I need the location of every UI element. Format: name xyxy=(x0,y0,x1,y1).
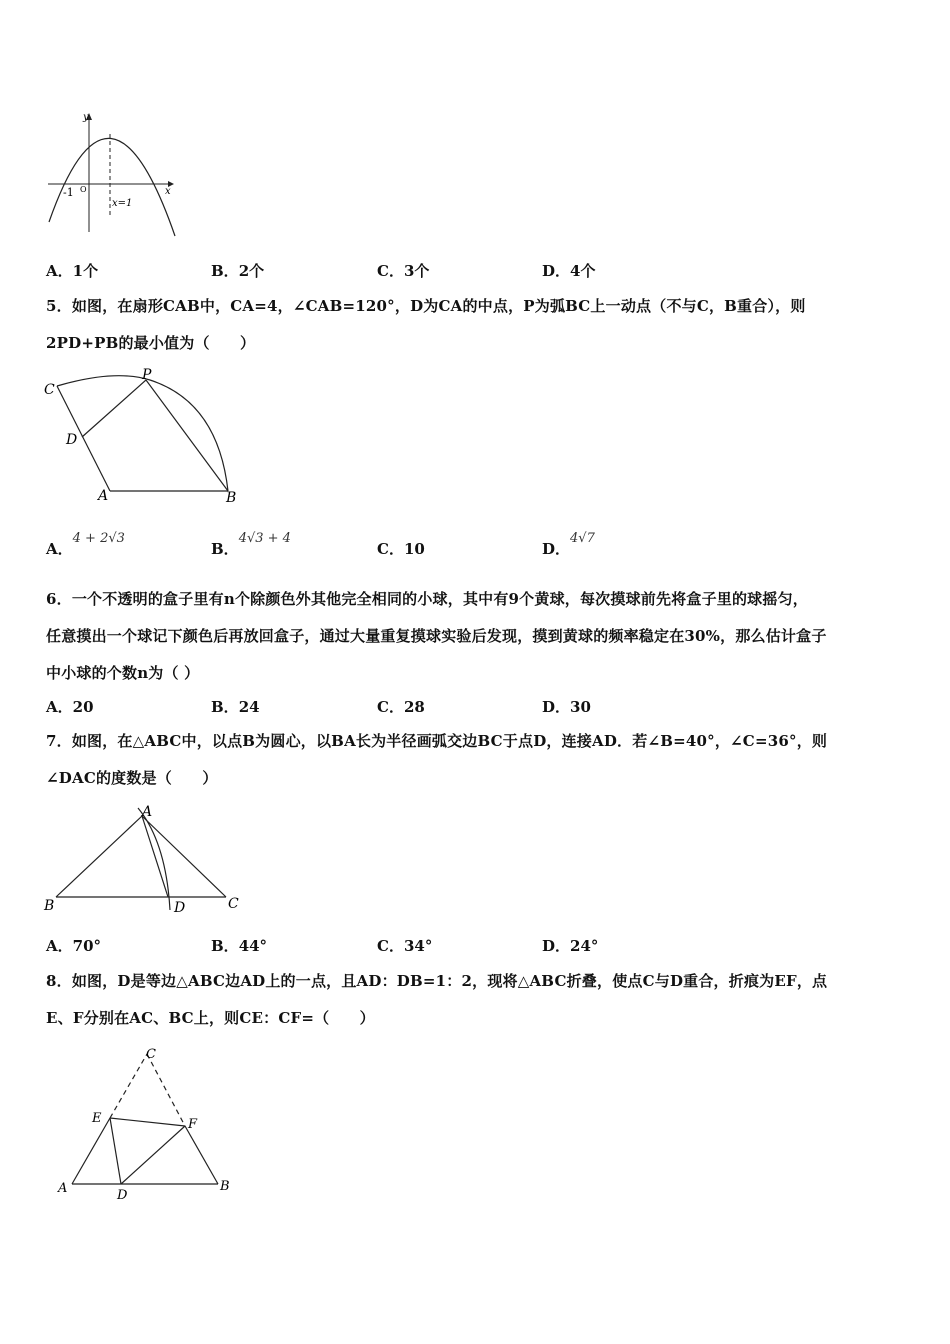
option-letter: C． xyxy=(377,698,404,716)
option-letter: D． xyxy=(542,262,571,280)
option-text: 10 xyxy=(403,540,425,558)
segment-DF xyxy=(121,1126,185,1184)
option-letter: C． xyxy=(377,937,404,955)
option-text: 2个 xyxy=(238,262,265,280)
q7-stem-line1: 7．如图，在△ABC中，以点B为圆心，以BA长为半径画弧交边BC于点D，连接AD．若∠B=40°，∠C=36°，则 xyxy=(46,732,828,750)
q6-stem-line1: 6．一个不透明的盒子里有n个除颜色外其他完全相同的小球，其中有9个黄球，每次摸球前先将盒子里的球摇匀， xyxy=(46,590,808,608)
label-D: D xyxy=(174,900,186,916)
q6-option-a[interactable] xyxy=(46,696,94,717)
q7-option-b[interactable] xyxy=(211,935,267,956)
option-text: 20 xyxy=(72,698,94,716)
option-text: 3个 xyxy=(403,262,430,280)
q8-fold-figure xyxy=(50,1040,240,1206)
dashed-EC xyxy=(110,1054,147,1118)
x-axis-label: x xyxy=(165,186,171,197)
label-F: F xyxy=(188,1117,198,1132)
option-letter: B． xyxy=(211,937,239,955)
option-letter: C． xyxy=(377,262,404,280)
arc-AD xyxy=(138,808,170,910)
label-B: B xyxy=(220,1179,230,1194)
option-letter: B． xyxy=(211,262,239,280)
segment-BA xyxy=(56,816,142,897)
label-P: P xyxy=(142,367,152,383)
option-formula: 4√7 xyxy=(570,531,595,546)
option-letter: A． xyxy=(46,937,73,955)
option-formula: 4√3 + 4 xyxy=(238,531,291,546)
option-letter: B． xyxy=(211,698,239,716)
option-letter: D． xyxy=(542,937,571,955)
label-A: A xyxy=(142,804,153,820)
option-letter: A． xyxy=(46,698,73,716)
option-text: 1个 xyxy=(72,262,99,280)
option-text: 44° xyxy=(238,937,268,955)
q4-option-d[interactable] xyxy=(542,260,595,281)
segment-EF xyxy=(110,1118,185,1126)
segment-CA xyxy=(57,386,110,491)
option-letter: A． xyxy=(46,540,73,558)
axis-line-label: x=1 xyxy=(112,198,133,209)
dashed-CF xyxy=(147,1054,185,1126)
y-axis-label: y xyxy=(83,112,89,123)
option-letter: A． xyxy=(46,262,73,280)
q6-option-d[interactable] xyxy=(542,696,591,717)
label-D: D xyxy=(117,1188,128,1203)
q6-option-b[interactable] xyxy=(211,696,260,717)
q5-stem-line2: 2PD+PB的最小值为（ ） xyxy=(46,334,256,352)
option-text: 28 xyxy=(403,698,425,716)
q5-option-b[interactable] xyxy=(211,531,291,559)
option-text: 4个 xyxy=(570,262,596,280)
option-text: 24° xyxy=(570,937,599,955)
label-E: E xyxy=(92,1111,102,1126)
q4-option-b[interactable] xyxy=(211,260,264,281)
q7-stem-line2: ∠DAC的度数是（ ） xyxy=(46,769,218,787)
q5-option-c[interactable] xyxy=(377,538,425,559)
label-A: A xyxy=(98,488,109,504)
q5-option-d[interactable] xyxy=(542,531,595,559)
q4-option-a[interactable] xyxy=(46,260,98,281)
q4-option-c[interactable] xyxy=(377,260,429,281)
q6-stem-line2: 任意摸出一个球记下颜色后再放回盒子，通过大量重复摸球实验后发现，摸到黄球的频率稳定在30%，那么估计盒子 xyxy=(46,627,827,645)
label-A: A xyxy=(58,1181,68,1196)
minus-one-label: -1 xyxy=(63,186,74,199)
label-C: C xyxy=(228,896,239,912)
q8-stem-line2: E、F分别在AC、BC上，则CE：CF=（ ） xyxy=(46,1009,375,1027)
segment-FB xyxy=(185,1126,218,1184)
option-letter: B． xyxy=(211,540,239,558)
q5-sector-figure xyxy=(40,364,245,508)
segment-ED xyxy=(110,1118,121,1184)
q7-option-d[interactable] xyxy=(542,935,598,956)
q8-stem-line1: 8．如图，D是等边△ABC边AD上的一点，且AD：DB=1：2，现将△ABC折叠，使点C与D重合，折痕为EF，点 xyxy=(46,972,828,990)
label-B: B xyxy=(226,490,237,506)
q5-option-a[interactable] xyxy=(46,531,125,559)
segment-DP xyxy=(82,380,146,437)
segment-AE xyxy=(72,1118,110,1184)
q7-option-c[interactable] xyxy=(377,935,432,956)
arc-CB xyxy=(57,376,228,491)
option-letter: D． xyxy=(542,698,571,716)
option-text: 30 xyxy=(570,698,591,716)
option-letter: C． xyxy=(377,540,404,558)
segment-PB xyxy=(146,380,228,491)
option-text: 34° xyxy=(403,937,433,955)
label-D: D xyxy=(66,432,78,448)
option-formula: 4 + 2√3 xyxy=(72,531,125,546)
q7-triangle-figure xyxy=(40,800,250,920)
q4-parabola-graph xyxy=(44,108,179,240)
label-C: C xyxy=(44,382,55,398)
q7-option-a[interactable] xyxy=(46,935,101,956)
option-text: 24 xyxy=(238,698,260,716)
label-B: B xyxy=(44,898,55,914)
label-C: C xyxy=(146,1047,156,1062)
q6-stem-line3: 中小球的个数n为（ ） xyxy=(46,664,200,682)
q5-stem-line1: 5．如图，在扇形CAB中，CA=4，∠CAB=120°，D为CA的中点，P为弧BC上一动点（不与C，B重合），则 xyxy=(46,297,806,315)
origin-label: O xyxy=(80,185,87,194)
option-letter: D． xyxy=(542,540,571,558)
q6-option-c[interactable] xyxy=(377,696,425,717)
option-text: 70° xyxy=(72,937,102,955)
